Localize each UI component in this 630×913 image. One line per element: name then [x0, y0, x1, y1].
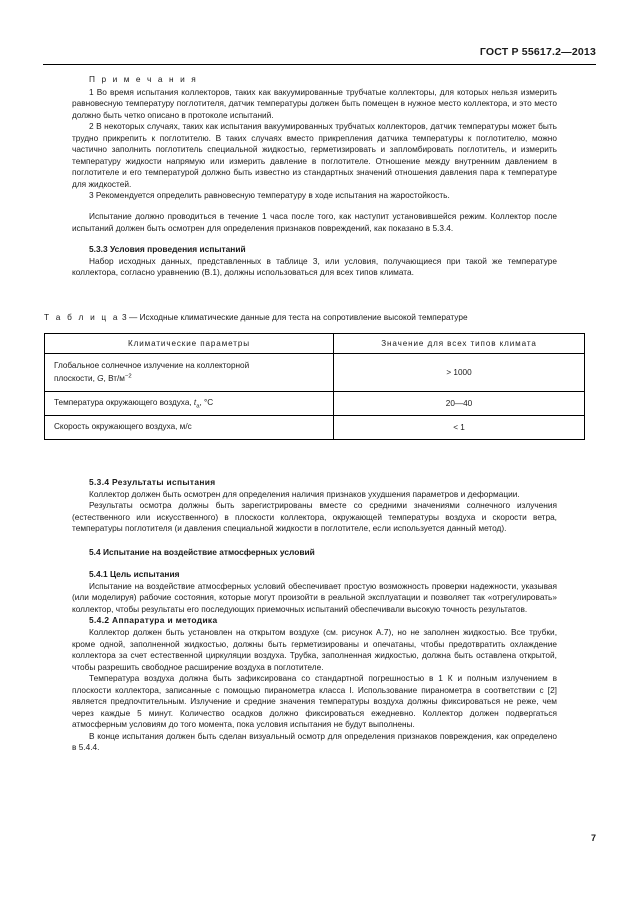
air-temperature-subscript: a: [196, 403, 200, 410]
table-caption-number: 3: [122, 312, 127, 322]
note-item-1: 1 Во время испытания коллекторов, таких как вакуумированные трубчатые коллекторы, для которых нельзя измерить равновесную температуру поглотителя, датчик температуры должен быть помещен в нужное место коллектора, и это место должно быть четко описано в протоколе испытаний.: [72, 86, 557, 120]
section-text-5-4-2-p1: Коллектор должен быть установлен на открытом воздухе (см. рисунок А.7), но не заполнен жидкостью. Все трубки, кроме одной, заполненной жидкостью, должны быть герметизированы и опечатаны, чтобы предотвратить охлаждение коллектора за счет естественной циркуляции воздуха. Трубка, заполненная жидкостью, должна быть оставлена открытой, чтобы разрешить свободное расширение воздуха в поглотителе.: [72, 627, 557, 672]
paragraph-test-duration: Испытание должно проводиться в течение 1 часа после того, как наступит установившейся режим. Коллектор после испытаний должен быть осмотрен для определения признаков повреждений, как показано в 5.3.4.: [72, 211, 557, 233]
table-cell-parameter-irradiance: [45, 354, 334, 392]
table-row: [45, 416, 585, 440]
header-divider-rule: [43, 64, 596, 65]
lower-content-block: [72, 477, 557, 754]
table-caption: [44, 312, 468, 323]
section-text-5-4-1: Испытание на воздействие атмосферных условий обеспечивает простую возможность проверки надежности, указывая (или моделируя) рабочие состояния, которые могут произойти в реальной эксплуатации и позволяет так «отрегулировать» коллектор, чтобы результаты его последующих приемочных испытаний обеспечивали высокую точность результатов.: [72, 580, 557, 614]
section-heading-5-4-1: 5.4.1 Цель испытания: [89, 568, 180, 579]
section-heading-5-3-3: 5.3.3 Условия проведения испытаний: [89, 244, 246, 255]
section-text-5-4-2-p3: В конце испытания должен быть сделан визуальный осмотр для определения признаков повреждения, как определено в 5.4.4.: [72, 730, 557, 753]
section-text-5-3-4-p2: Результаты осмотра должны быть зарегистрированы вместе со средними значениями солнечного излучения (естественного или искусственного) в плоскости коллектора, окружающей температуры воздуха и скорости ветра, температуры поглотителя (и давления специальной жидкости в поглотителе, если используется данный метод).: [72, 500, 557, 534]
table-caption-label: Т а б л и ц а: [44, 312, 120, 322]
section-heading-5-3-4: 5.3.4 Результаты испытания: [89, 477, 216, 487]
table-header-parameters: Климатические параметры: [45, 334, 334, 354]
irradiance-line-2-pre: плоскости,: [54, 373, 98, 383]
climate-data-table: [44, 333, 585, 440]
table-cell-value-air-temperature: 20—40: [334, 392, 585, 416]
section-heading-5-4-2: 5.4.2 Аппаратура и методика: [89, 615, 218, 626]
page-header-standard-number: ГОСТ Р 55617.2—2013: [479, 46, 596, 58]
air-temperature-symbol: t: [193, 398, 197, 408]
upper-content-block: [72, 74, 557, 279]
table-caption-text: — Исходные климатические данные для теста на сопротивление высокой температуре: [128, 312, 468, 322]
irradiance-line-2-post: , Вт/м: [103, 373, 125, 383]
table-header-value: Значение для всех типов климата: [334, 334, 585, 354]
table-cell-parameter-air-temperature: [45, 392, 334, 416]
section-heading-5-4: 5.4 Испытание на воздействие атмосферных условий: [89, 546, 315, 557]
table-row: [45, 392, 585, 416]
page-number: 7: [590, 833, 596, 843]
table-cell-value-air-speed: < 1: [334, 416, 585, 440]
air-temperature-pre: Температура окружающего воздуха,: [54, 398, 194, 408]
air-temperature-post: , °С: [199, 398, 214, 408]
note-item-3: 3 Рекомендуется определить равновесную температуру в ходе испытания на жаростойкость.: [89, 190, 450, 201]
irradiance-exponent: −2: [124, 372, 132, 379]
section-text-5-4-2-p2: Температура воздуха должна быть зафиксирована со стандартной погрешностью в 1 К и полным излучением в плоскости коллектора, записанные с помощью пиранометра класса I. Использование пиранометра в соответствии с [2] является предпочтительным. Излучение и средние значения температуры воздуха должны фиксироваться не реже, чем через каждые 5 минут. Количество осадков должно фиксироваться ежедневно. Коллектор должен подвергаться атмосферным условиям до того момента, пока условия испытания не будут выполнены.: [72, 673, 557, 730]
irradiance-line-1: Глобальное солнечное излучение на коллекторной: [54, 361, 250, 370]
section-text-5-3-4-p1: Коллектор должен быть осмотрен для определения наличия признаков ухудшения параметров и деформации.: [89, 488, 520, 499]
table-cell-parameter-air-speed: Скорость окружающего воздуха, м/с: [45, 416, 334, 440]
notes-heading: П р и м е ч а н и я: [89, 74, 198, 84]
section-text-5-3-3: Набор исходных данных, представленных в таблице 3, или условия, получающиеся при такой же температуре коллектора, согласно уравнению (В.1), должны использоваться для всех типов климата.: [72, 255, 557, 278]
table-cell-value-irradiance: > 1000: [334, 354, 585, 392]
note-item-2: 2 В некоторых случаях, таких как испытания вакуумированных трубчатых коллекторов, датчик температуры может быть трудно прикрепить к поглотителю. В таких случаях вместо прикрепления датчика температуры к поглотителю, можно частично заполнить поглотитель специальной жидкостью, герметизировать и запломбировать поглотитель, и измерить температуру жидкости напрямую или измерить давление в поглотителе. Отношение между внутренним давлением в поглотителе и его температурой должно быть известно из стандартных значений отношения давления пара к температуре для жидкостей.: [72, 121, 557, 189]
irradiance-symbol: G: [97, 373, 104, 383]
table-row: [45, 354, 585, 392]
table-header-row: [45, 334, 585, 354]
